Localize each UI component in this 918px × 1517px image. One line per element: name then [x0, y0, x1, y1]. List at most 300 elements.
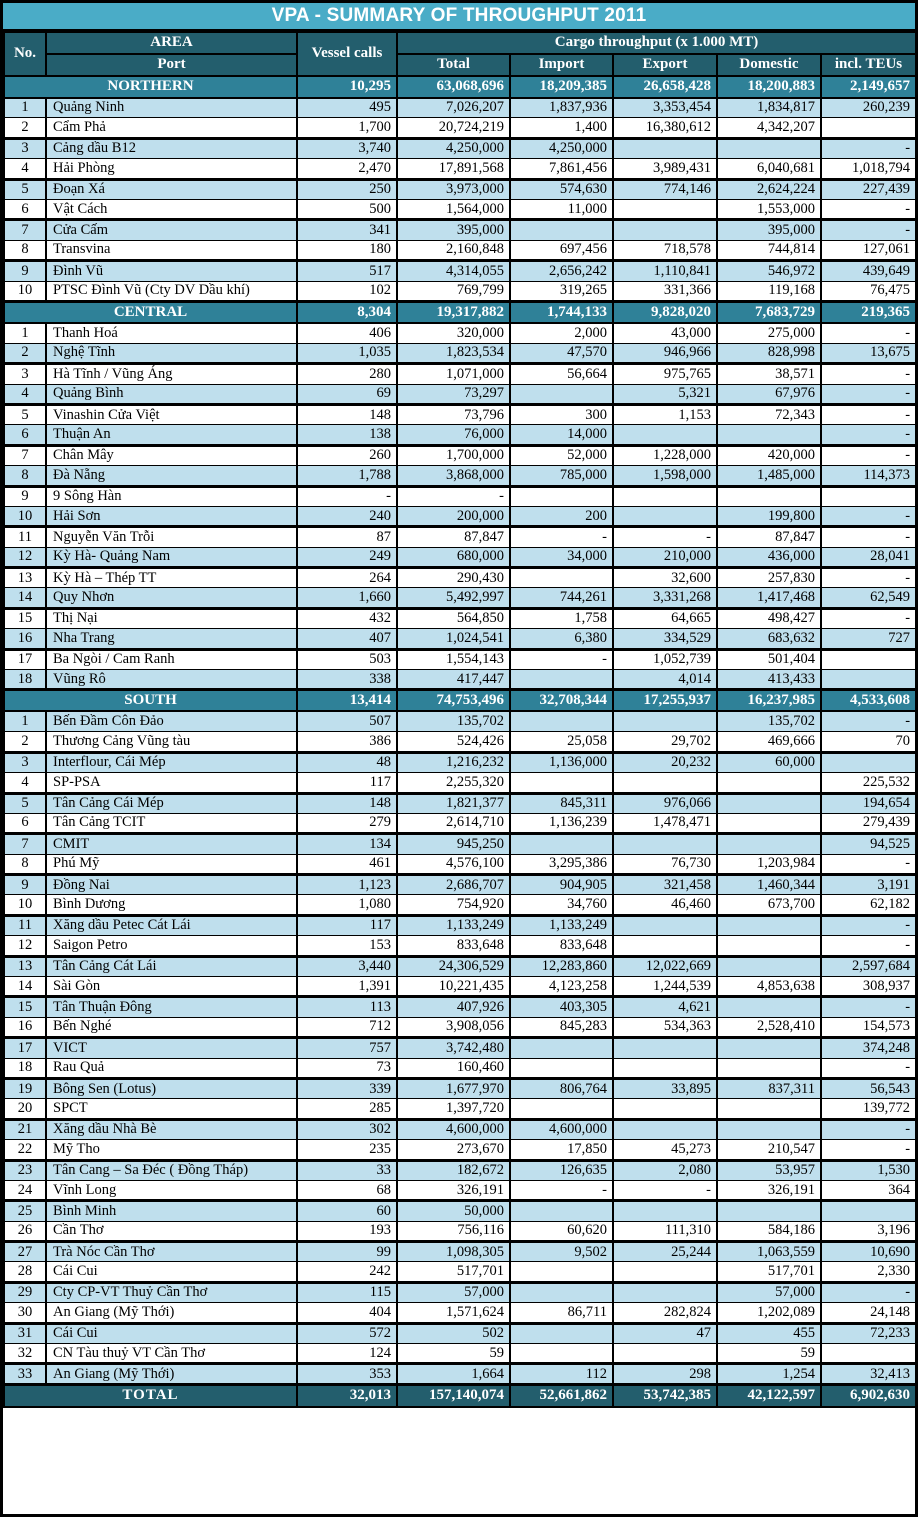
row-no: 28	[4, 1262, 46, 1282]
row-no: 7	[4, 220, 46, 240]
cargo-import-value: 52,000	[510, 445, 613, 465]
port-row	[4, 220, 916, 240]
vessel-calls-value: 341	[297, 220, 397, 240]
vessel-calls-value: 353	[297, 1364, 397, 1384]
cargo-total-value: 182,672	[397, 1160, 510, 1180]
port-row	[4, 895, 916, 915]
cargo-export-value: 718,578	[613, 240, 717, 260]
row-no: 26	[4, 1221, 46, 1241]
cargo-export-value: 282,824	[613, 1303, 717, 1323]
teus-value: 374,248	[821, 1038, 916, 1058]
vessel-calls-value: 279	[297, 813, 397, 833]
col-header-import: Import	[510, 54, 613, 76]
row-no: 31	[4, 1323, 46, 1343]
port-row	[4, 506, 916, 526]
cargo-import-value: 4,600,000	[510, 1119, 613, 1139]
row-no: 5	[4, 179, 46, 199]
port-row	[4, 384, 916, 404]
cargo-domestic-value: 119,168	[717, 281, 821, 301]
row-no: 19	[4, 1078, 46, 1098]
cargo-import-value	[510, 1262, 613, 1282]
cargo-total-value: 87,847	[397, 527, 510, 547]
cargo-export-value	[613, 506, 717, 526]
port-name: Vinashin Cửa Việt	[46, 404, 297, 424]
row-no: 20	[4, 1099, 46, 1119]
table-header	[4, 32, 916, 76]
cargo-import-value	[510, 773, 613, 793]
cargo-domestic-value: 257,830	[717, 568, 821, 588]
cargo-total-value: 945,250	[397, 834, 510, 854]
total-cargo-domestic-value: 42,122,597	[717, 1384, 821, 1407]
cargo-total-value: 4,250,000	[397, 138, 510, 158]
cargo-import-value: 112	[510, 1364, 613, 1384]
cargo-export-value: 1,228,000	[613, 445, 717, 465]
cargo-import-value: 126,635	[510, 1160, 613, 1180]
cargo-domestic-value: 517,701	[717, 1262, 821, 1282]
cargo-import-value: 25,058	[510, 732, 613, 752]
cargo-import-value: 1,136,000	[510, 752, 613, 772]
section-teus-value: 4,533,608	[821, 690, 916, 712]
vessel-calls-value: 134	[297, 834, 397, 854]
row-no: 9	[4, 875, 46, 895]
cargo-import-value: 833,648	[510, 936, 613, 956]
row-no: 6	[4, 425, 46, 445]
cargo-import-value: 14,000	[510, 425, 613, 445]
vessel-calls-value: 1,660	[297, 588, 397, 608]
port-name: Tân Cảng TCIT	[46, 813, 297, 833]
port-name: VICT	[46, 1038, 297, 1058]
port-name: Quy Nhơn	[46, 588, 297, 608]
port-row	[4, 1303, 916, 1323]
cargo-import-value: 697,456	[510, 240, 613, 260]
cargo-domestic-value: 60,000	[717, 752, 821, 772]
row-no: 5	[4, 793, 46, 813]
cargo-export-value: 1,052,739	[613, 649, 717, 669]
throughput-table	[3, 31, 917, 1408]
cargo-export-value: 1,110,841	[613, 261, 717, 281]
port-name: SP-PSA	[46, 773, 297, 793]
cargo-total-value: 20,724,219	[397, 118, 510, 138]
teus-value: 727	[821, 629, 916, 649]
teus-value: 227,439	[821, 179, 916, 199]
vessel-calls-value: 338	[297, 670, 397, 690]
cargo-total-value: 1,133,249	[397, 915, 510, 935]
vessel-calls-value: 242	[297, 1262, 397, 1282]
teus-value: 439,649	[821, 261, 916, 281]
teus-value: 10,690	[821, 1242, 916, 1262]
row-no: 17	[4, 1038, 46, 1058]
port-row	[4, 629, 916, 649]
port-name: Cái Cui	[46, 1262, 297, 1282]
cargo-total-value: 833,648	[397, 936, 510, 956]
port-row	[4, 732, 916, 752]
cargo-total-value: 1,664	[397, 1364, 510, 1384]
port-name: Hà Tĩnh / Vũng Áng	[46, 364, 297, 384]
port-name: Nha Trang	[46, 629, 297, 649]
row-no: 11	[4, 915, 46, 935]
cargo-import-value: 11,000	[510, 199, 613, 219]
teus-value: 225,532	[821, 773, 916, 793]
cargo-domestic-value	[717, 793, 821, 813]
port-row	[4, 118, 916, 138]
teus-value: 72,233	[821, 1323, 916, 1343]
cargo-export-value: 534,363	[613, 1017, 717, 1037]
cargo-export-value: 16,380,612	[613, 118, 717, 138]
cargo-export-value: 1,478,471	[613, 813, 717, 833]
cargo-export-value: 1,598,000	[613, 466, 717, 486]
cargo-import-value: 6,380	[510, 629, 613, 649]
port-row	[4, 834, 916, 854]
port-name: Trà Nóc Cần Thơ	[46, 1242, 297, 1262]
teus-value: -	[821, 199, 916, 219]
cargo-export-value: 3,331,268	[613, 588, 717, 608]
cargo-domestic-value	[717, 1038, 821, 1058]
vessel-calls-value: 33	[297, 1160, 397, 1180]
row-no: 16	[4, 629, 46, 649]
teus-value: -	[821, 425, 916, 445]
teus-value: 62,549	[821, 588, 916, 608]
cargo-total-value: 3,973,000	[397, 179, 510, 199]
port-name: Quảng Ninh	[46, 98, 297, 118]
port-name: Bình Minh	[46, 1201, 297, 1221]
port-name: Cần Thơ	[46, 1221, 297, 1241]
port-row	[4, 404, 916, 424]
row-no: 8	[4, 466, 46, 486]
cargo-export-value: 774,146	[613, 179, 717, 199]
vessel-calls-value: 124	[297, 1344, 397, 1364]
port-name: Tân Thuận Đông	[46, 997, 297, 1017]
vessel-calls-value: 302	[297, 1119, 397, 1139]
port-name: Bến Nghé	[46, 1017, 297, 1037]
vessel-calls-value: 69	[297, 384, 397, 404]
port-name: An Giang (Mỹ Thới)	[46, 1364, 297, 1384]
port-row	[4, 773, 916, 793]
teus-value: -	[821, 568, 916, 588]
cargo-domestic-value: 683,632	[717, 629, 821, 649]
port-row	[4, 568, 916, 588]
port-row	[4, 956, 916, 976]
vessel-calls-value: 73	[297, 1058, 397, 1078]
port-row	[4, 261, 916, 281]
vessel-calls-value: 1,080	[297, 895, 397, 915]
vessel-calls-value: -	[297, 486, 397, 506]
col-header-vessel-calls: Vessel calls	[297, 32, 397, 76]
cargo-import-value: 574,630	[510, 179, 613, 199]
teus-value: 24,148	[821, 1303, 916, 1323]
port-row	[4, 875, 916, 895]
cargo-domestic-value: 673,700	[717, 895, 821, 915]
vessel-calls-value: 500	[297, 199, 397, 219]
section-teus-value: 219,365	[821, 301, 916, 323]
cargo-domestic-value	[717, 997, 821, 1017]
teus-value: 56,543	[821, 1078, 916, 1098]
teus-value: 3,191	[821, 875, 916, 895]
cargo-domestic-value: 455	[717, 1323, 821, 1343]
teus-value: 194,654	[821, 793, 916, 813]
cargo-export-value: 210,000	[613, 547, 717, 567]
vessel-calls-value: 461	[297, 854, 397, 874]
cargo-import-value	[510, 1323, 613, 1343]
cargo-total-value: -	[397, 486, 510, 506]
cargo-total-value: 1,564,000	[397, 199, 510, 219]
teus-value: -	[821, 997, 916, 1017]
port-name: Interflour, Cái Mép	[46, 752, 297, 772]
section-cargo-total-value: 19,317,882	[397, 301, 510, 323]
cargo-export-value: 331,366	[613, 281, 717, 301]
vessel-calls-value: 572	[297, 1323, 397, 1343]
section-cargo-domestic-value: 7,683,729	[717, 301, 821, 323]
grand-total-label: TOTAL	[4, 1384, 297, 1407]
port-row	[4, 588, 916, 608]
port-name: CMIT	[46, 834, 297, 854]
cargo-export-value	[613, 1058, 717, 1078]
cargo-total-value: 3,742,480	[397, 1038, 510, 1058]
vessel-calls-value: 1,700	[297, 118, 397, 138]
vessel-calls-value: 404	[297, 1303, 397, 1323]
port-row	[4, 608, 916, 628]
cargo-domestic-value: 413,433	[717, 670, 821, 690]
cargo-total-value: 320,000	[397, 323, 510, 343]
port-row	[4, 547, 916, 567]
cargo-domestic-value	[717, 1058, 821, 1078]
cargo-total-value: 59	[397, 1344, 510, 1364]
row-no: 2	[4, 343, 46, 363]
cargo-domestic-value: 584,186	[717, 1221, 821, 1241]
port-row	[4, 1221, 916, 1241]
vessel-calls-value: 250	[297, 179, 397, 199]
cargo-export-value	[613, 199, 717, 219]
cargo-domestic-value: 57,000	[717, 1282, 821, 1302]
cargo-domestic-value: 1,063,559	[717, 1242, 821, 1262]
port-row	[4, 445, 916, 465]
cargo-import-value: 86,711	[510, 1303, 613, 1323]
port-row	[4, 98, 916, 118]
port-name: Cái Cui	[46, 1323, 297, 1343]
port-name: Cửa Cấm	[46, 220, 297, 240]
cargo-domestic-value: 59	[717, 1344, 821, 1364]
teus-value: 1,530	[821, 1160, 916, 1180]
port-row	[4, 915, 916, 935]
cargo-domestic-value	[717, 773, 821, 793]
port-name: Vũng Rô	[46, 670, 297, 690]
cargo-domestic-value	[717, 915, 821, 935]
row-no: 23	[4, 1160, 46, 1180]
teus-value: 70	[821, 732, 916, 752]
col-header-no: No.	[4, 32, 46, 76]
section-row-central	[4, 301, 916, 323]
cargo-import-value	[510, 486, 613, 506]
port-row	[4, 1058, 916, 1078]
cargo-export-value	[613, 1201, 717, 1221]
vessel-calls-value: 260	[297, 445, 397, 465]
cargo-import-value: 806,764	[510, 1078, 613, 1098]
row-no: 24	[4, 1180, 46, 1200]
port-row	[4, 179, 916, 199]
row-no: 4	[4, 159, 46, 179]
vessel-calls-value: 432	[297, 608, 397, 628]
section-cargo-domestic-value: 16,237,985	[717, 690, 821, 712]
port-row	[4, 1078, 916, 1098]
cargo-domestic-value: 4,342,207	[717, 118, 821, 138]
row-no: 32	[4, 1344, 46, 1364]
cargo-total-value: 160,460	[397, 1058, 510, 1078]
cargo-total-value: 1,571,624	[397, 1303, 510, 1323]
cargo-export-value: 45,273	[613, 1140, 717, 1160]
port-name: Hải Sơn	[46, 506, 297, 526]
cargo-import-value: 17,850	[510, 1140, 613, 1160]
port-name: PTSC Đình Vũ (Cty DV Dầu khí)	[46, 281, 297, 301]
teus-value: 364	[821, 1180, 916, 1200]
row-no: 10	[4, 506, 46, 526]
section-teus-value: 2,149,657	[821, 76, 916, 98]
port-name: Tân Cang – Sa Đéc ( Đồng Tháp)	[46, 1160, 297, 1180]
table-body	[4, 76, 916, 1407]
cargo-import-value: 319,265	[510, 281, 613, 301]
port-row	[4, 1180, 916, 1200]
teus-value: -	[821, 1119, 916, 1139]
cargo-import-value	[510, 711, 613, 731]
vessel-calls-value: 68	[297, 1180, 397, 1200]
cargo-total-value: 2,255,320	[397, 773, 510, 793]
section-vessel-calls-value: 10,295	[297, 76, 397, 98]
cargo-domestic-value: 501,404	[717, 649, 821, 669]
teus-value: 114,373	[821, 466, 916, 486]
cargo-total-value: 1,098,305	[397, 1242, 510, 1262]
cargo-import-value: 1,133,249	[510, 915, 613, 935]
cargo-total-value: 135,702	[397, 711, 510, 731]
teus-value: 279,439	[821, 813, 916, 833]
cargo-total-value: 290,430	[397, 568, 510, 588]
section-cargo-export-value: 26,658,428	[613, 76, 717, 98]
port-name: Transvina	[46, 240, 297, 260]
col-header-total: Total	[397, 54, 510, 76]
port-row	[4, 323, 916, 343]
port-name: Đoạn Xá	[46, 179, 297, 199]
cargo-total-value: 4,576,100	[397, 854, 510, 874]
vessel-calls-value: 99	[297, 1242, 397, 1262]
cargo-import-value: 9,502	[510, 1242, 613, 1262]
cargo-import-value	[510, 384, 613, 404]
teus-value: -	[821, 404, 916, 424]
cargo-export-value: 976,066	[613, 793, 717, 813]
cargo-domestic-value: 53,957	[717, 1160, 821, 1180]
row-no: 29	[4, 1282, 46, 1302]
cargo-total-value: 326,191	[397, 1180, 510, 1200]
cargo-export-value	[613, 1282, 717, 1302]
row-no: 6	[4, 199, 46, 219]
row-no: 15	[4, 997, 46, 1017]
cargo-import-value: 47,570	[510, 343, 613, 363]
teus-value	[821, 486, 916, 506]
port-row	[4, 1201, 916, 1221]
cargo-domestic-value: 38,571	[717, 364, 821, 384]
vessel-calls-value: 2,470	[297, 159, 397, 179]
cargo-export-value	[613, 1099, 717, 1119]
section-cargo-import-value: 18,209,385	[510, 76, 613, 98]
cargo-import-value: 4,123,258	[510, 977, 613, 997]
teus-value	[821, 752, 916, 772]
port-row	[4, 466, 916, 486]
teus-value: -	[821, 915, 916, 935]
port-name: Tân Cảng Cái Mép	[46, 793, 297, 813]
cargo-domestic-value: 469,666	[717, 732, 821, 752]
vessel-calls-value: 115	[297, 1282, 397, 1302]
cargo-export-value	[613, 1344, 717, 1364]
cargo-domestic-value: 744,814	[717, 240, 821, 260]
row-no: 4	[4, 384, 46, 404]
row-no: 15	[4, 608, 46, 628]
cargo-domestic-value	[717, 1119, 821, 1139]
vessel-calls-value: 113	[297, 997, 397, 1017]
cargo-import-value: -	[510, 527, 613, 547]
teus-value: -	[821, 711, 916, 731]
port-name: Nguyễn Văn Trỗi	[46, 527, 297, 547]
port-row	[4, 1099, 916, 1119]
port-name: Cẩm Phả	[46, 118, 297, 138]
row-no: 30	[4, 1303, 46, 1323]
row-no: 13	[4, 956, 46, 976]
port-name: Hải Phòng	[46, 159, 297, 179]
cargo-domestic-value: 420,000	[717, 445, 821, 465]
cargo-total-value: 1,823,534	[397, 343, 510, 363]
port-name: Bông Sen (Lotus)	[46, 1078, 297, 1098]
port-row	[4, 1282, 916, 1302]
port-name: Đình Vũ	[46, 261, 297, 281]
cargo-export-value: 3,353,454	[613, 98, 717, 118]
teus-value: 3,196	[821, 1221, 916, 1241]
row-no: 27	[4, 1242, 46, 1262]
row-no: 3	[4, 364, 46, 384]
port-row	[4, 936, 916, 956]
port-name: 9 Sông Hàn	[46, 486, 297, 506]
row-no: 14	[4, 588, 46, 608]
cargo-export-value: 1,153	[613, 404, 717, 424]
cargo-domestic-value: 2,624,224	[717, 179, 821, 199]
cargo-import-value: 744,261	[510, 588, 613, 608]
cargo-export-value: 946,966	[613, 343, 717, 363]
teus-value: -	[821, 364, 916, 384]
cargo-total-value: 1,821,377	[397, 793, 510, 813]
cargo-import-value: 34,760	[510, 895, 613, 915]
port-row	[4, 1323, 916, 1343]
cargo-export-value	[613, 425, 717, 445]
row-no: 6	[4, 813, 46, 833]
port-name: Nghệ Tĩnh	[46, 343, 297, 363]
vessel-calls-value: 1,035	[297, 343, 397, 363]
cargo-domestic-value	[717, 956, 821, 976]
vessel-calls-value: 406	[297, 323, 397, 343]
port-name: Thuận An	[46, 425, 297, 445]
cargo-total-value: 1,216,232	[397, 752, 510, 772]
cargo-domestic-value: 326,191	[717, 1180, 821, 1200]
vessel-calls-value: 1,788	[297, 466, 397, 486]
total-cargo-import-value: 52,661,862	[510, 1384, 613, 1407]
port-row	[4, 1364, 916, 1384]
cargo-total-value: 73,796	[397, 404, 510, 424]
section-cargo-domestic-value: 18,200,883	[717, 76, 821, 98]
section-cargo-total-value: 63,068,696	[397, 76, 510, 98]
row-no: 21	[4, 1119, 46, 1139]
row-no: 11	[4, 527, 46, 547]
teus-value: -	[821, 1282, 916, 1302]
cargo-export-value	[613, 1038, 717, 1058]
port-name: Tân Cảng Cát Lái	[46, 956, 297, 976]
teus-value	[821, 649, 916, 669]
port-name: Đồng Nai	[46, 875, 297, 895]
vessel-calls-value: 507	[297, 711, 397, 731]
port-name: Bình Dương	[46, 895, 297, 915]
cargo-total-value: 2,686,707	[397, 875, 510, 895]
